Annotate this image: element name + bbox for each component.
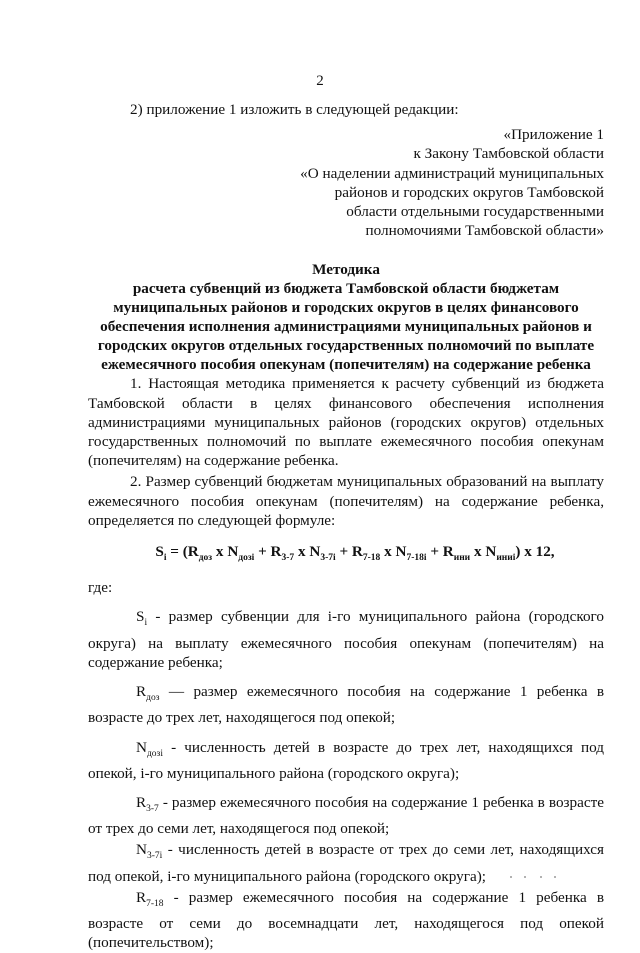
def-sub bbox=[147, 851, 162, 861]
formula-sub: 7-18 bbox=[362, 553, 381, 564]
title-line: муниципальных районов и городских округов в целях финансового bbox=[113, 299, 579, 317]
formula-sub bbox=[320, 553, 335, 563]
def-sub-text: доз bbox=[146, 748, 161, 759]
appendix-line: полномочиями Тамбовской области» bbox=[365, 222, 604, 240]
formula-sub: i bbox=[163, 553, 167, 564]
formula-sub-text: 3-7 bbox=[320, 553, 334, 564]
subsidy-formula bbox=[106, 542, 604, 568]
scan-specks bbox=[510, 876, 570, 880]
def-text: - численность детей в возрасте до трех лет, находящихся под опекой, i-го муниципального района (городского округа); bbox=[88, 738, 604, 782]
formula-sub-index: i bbox=[333, 553, 336, 564]
formula-sub: 3-7 bbox=[281, 553, 295, 564]
methodology-title bbox=[88, 260, 604, 374]
scan-speck bbox=[554, 876, 556, 878]
def-symbol: N bbox=[136, 738, 147, 756]
def-sub: доз bbox=[146, 693, 160, 704]
definition-r37 bbox=[88, 793, 604, 838]
title-line: обеспечения исполнения администрациями муниципальных районов и bbox=[100, 318, 592, 336]
formula-sub-text: 7-18 bbox=[406, 553, 424, 564]
paragraph-2: 2. Размер субвенций бюджетам муниципальных образований на выплату ежемесячного пособия опекунам (попечителям) на содержание ребенка, определяется по следующей формуле: bbox=[88, 473, 604, 529]
formula-part: + R bbox=[254, 543, 282, 561]
definition-ndoz bbox=[88, 738, 604, 783]
formula-sub-index: i bbox=[512, 553, 516, 564]
formula-part: S bbox=[155, 543, 164, 561]
def-symbol: S bbox=[136, 608, 145, 626]
def-sub: 7-18 bbox=[146, 898, 164, 909]
def-sub: i bbox=[144, 618, 148, 629]
document-body bbox=[88, 100, 604, 953]
def-text: - численность детей в возрасте от трех до семи лет, находящихся под опекой, i-го муниципального района (городского округа); bbox=[88, 841, 604, 885]
appendix-line: «О наделении администраций муниципальных bbox=[300, 164, 604, 182]
def-sub: 3-7 bbox=[146, 804, 159, 815]
definition-r718 bbox=[88, 888, 604, 953]
formula-sub-index: i bbox=[251, 553, 255, 564]
formula-sub-text: доз bbox=[238, 553, 252, 564]
formula-part: + R bbox=[335, 543, 363, 561]
title-line: городских округов отдельных государственных полномочий по выплате bbox=[97, 337, 595, 355]
appendix-line: к Закону Тамбовской области bbox=[413, 145, 604, 163]
title-line: ежемесячного пособия опекунам (попечителям) на содержание ребенка bbox=[101, 356, 591, 374]
def-symbol: N bbox=[136, 841, 147, 859]
def-sub-index: i bbox=[160, 748, 163, 759]
appendix-line: «Приложение 1 bbox=[503, 126, 604, 144]
formula-part: x N bbox=[294, 543, 321, 561]
formula-sub bbox=[496, 553, 515, 563]
formula-part: + R bbox=[426, 543, 454, 561]
formula-sub: ини bbox=[453, 553, 471, 564]
formula-part: x N bbox=[212, 543, 239, 561]
appendix-line: районов и городских округов Тамбовской bbox=[334, 183, 604, 201]
def-text: - размер ежемесячного пособия на содержание 1 ребенка в возрасте от семи до восемнадцати лет, находящегося под опекой (попечительством); bbox=[88, 888, 604, 952]
definition-si bbox=[88, 607, 604, 672]
appendix-header bbox=[88, 125, 604, 240]
formula-part: = (R bbox=[166, 543, 199, 561]
def-sub bbox=[147, 749, 163, 759]
paragraph-1: 1. Настоящая методика применяется к расчету субвенций из бюджета Тамбовской области в целях финансового обеспечения исполнения администрациями муниципальных районов (городских округов) отдельных государственных полномочий по выплате ежемесячного пособия опекунам (попечителям) на содержание ребенка. bbox=[88, 375, 604, 470]
appendix-line: области отдельными государственными bbox=[346, 203, 604, 221]
formula-part: x N bbox=[380, 543, 407, 561]
def-symbol: R bbox=[136, 683, 147, 701]
formula-sub bbox=[406, 553, 426, 563]
formula-sub bbox=[238, 553, 254, 563]
scan-speck bbox=[540, 876, 542, 878]
scan-speck bbox=[524, 876, 526, 878]
title-line: расчета субвенций из бюджета Тамбовской области бюджетам bbox=[132, 280, 560, 298]
def-text: — размер ежемесячного пособия на содержание 1 ребенка в возрасте до трех лет, находящегося под опекой; bbox=[88, 683, 604, 727]
def-sub-text: 3-7 bbox=[146, 851, 160, 862]
def-text: - размер ежемесячного пособия на содержание 1 ребенка в возрасте от трех до семи лет, находящегося под опекой; bbox=[88, 794, 604, 838]
definition-rdoz bbox=[88, 682, 604, 727]
intro-line: 2) приложение 1 изложить в следующей редакции: bbox=[130, 101, 459, 118]
formula-part: ) x 12, bbox=[515, 543, 555, 561]
page-number: 2 bbox=[316, 73, 324, 89]
def-symbol: R bbox=[136, 888, 147, 906]
def-symbol: R bbox=[136, 794, 147, 811]
where-label: где: bbox=[88, 579, 113, 597]
formula-part: x N bbox=[470, 543, 497, 561]
formula-sub-index: i bbox=[423, 553, 427, 564]
formula-sub: доз bbox=[198, 553, 213, 564]
def-text: - размер субвенции для i-го муниципального района (городского округа) на выплату ежемесячного пособия опекунам (попечителям) на содержание ребенка; bbox=[88, 608, 604, 671]
formula-sub-text: ини bbox=[496, 553, 513, 564]
scan-speck bbox=[510, 876, 512, 878]
title-line: Методика bbox=[312, 261, 380, 279]
def-sub-index: i bbox=[159, 851, 163, 862]
